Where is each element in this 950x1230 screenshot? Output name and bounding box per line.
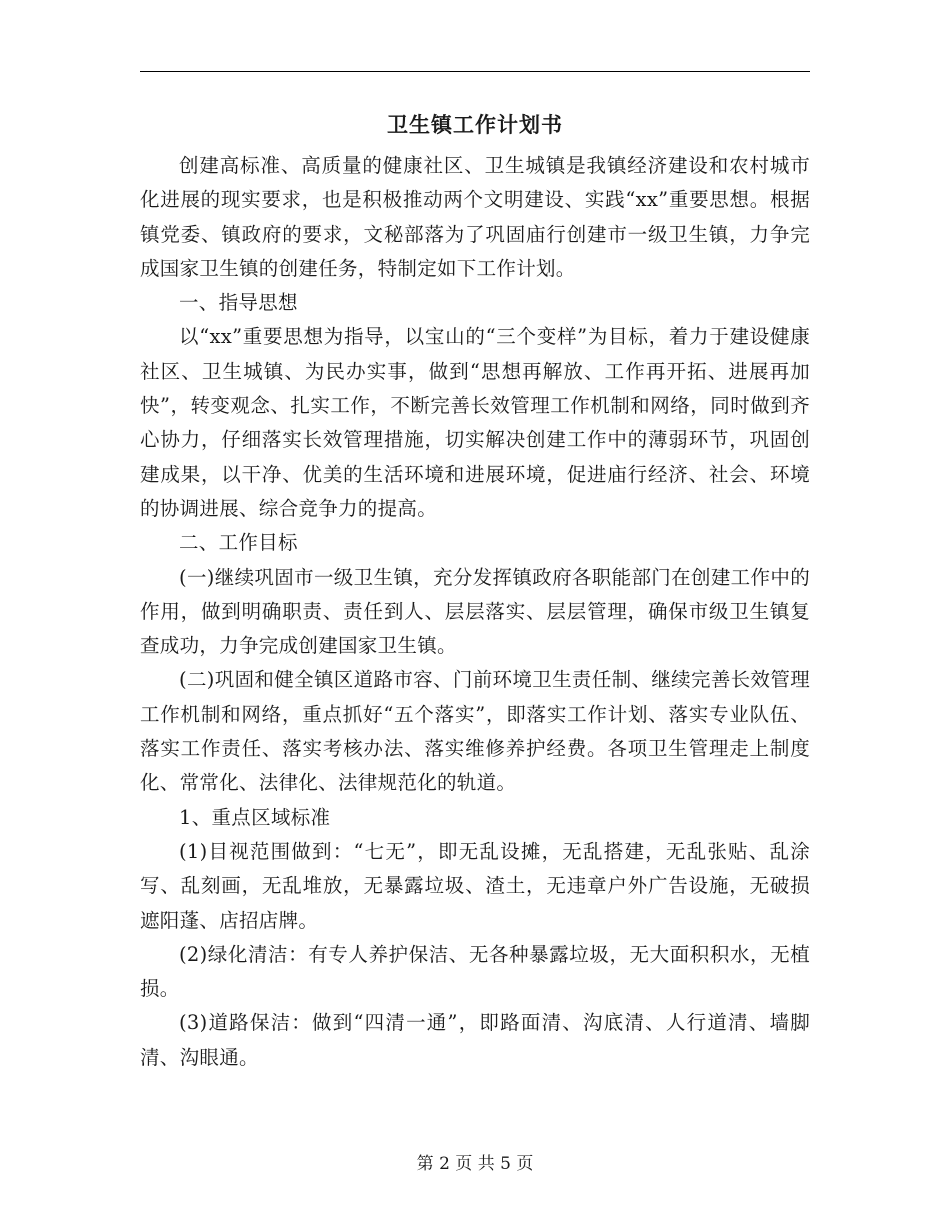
standard-item-1: (1)目视范围做到：“七无”，即无乱设摊，无乱搭建，无乱张贴、乱涂写、乱刻画，无乱堆放，无暴露垃圾、渣土，无违章户外广告设施，无破损遮阳蓬、店招店牌。	[140, 839, 810, 932]
guiding-thought-paragraph: 以“xx”重要思想为指导，以宝山的“三个变样”为目标，着力于建设健康社区、卫生城镇、为民办实事，做到“思想再解放、工作再开拓、进展再加快”，转变观念、扎实工作，不断完善长效管理工作机制和网络，同时做到齐心协力，仔细落实长效管理措施，切实解决创建工作中的薄弱环节，巩固创建成果，以干净、优美的生活环境和进展环境，促进庙行经济、社会、环境的协调进展、综合竞争力的提高。	[140, 325, 810, 520]
section-heading-work-goals: 二、工作目标	[179, 531, 298, 555]
intro-paragraph: 创建高标准、高质量的健康社区、卫生城镇是我镇经济建设和农村城市化进展的现实要求，也是积极推动两个文明建设、实践“xx”重要思想。根据镇党委、镇政府的要求，文秘部落为了巩固庙行创建市一级卫生镇，力争完成国家卫生镇的创建任务，特制定如下工作计划。	[140, 154, 810, 280]
standard-item-3: (3)道路保洁：做到“四清一通”，即路面清、沟底清、人行道清、墙脚清、沟眼通。	[140, 1011, 810, 1069]
section-heading-guiding-thought: 一、指导思想	[179, 291, 298, 315]
page-number-footer: 第 2 页 共 5 页	[416, 1154, 534, 1174]
subheading-key-area-standards: 1、重点区域标准	[179, 805, 331, 829]
document-body	[140, 149, 810, 1075]
header-rule	[140, 71, 810, 72]
goal-one-paragraph: (一)继续巩固市一级卫生镇，充分发挥镇政府各职能部门在创建工作中的作用，做到明确职责、责任到人、层层落实、层层管理，确保市级卫生镇复查成功，力争完成创建国家卫生镇。	[140, 565, 810, 658]
document-title: 卫生镇工作计划书	[387, 112, 563, 137]
standard-item-2: (2)绿化清洁：有专人养护保洁、无各种暴露垃圾，无大面积积水，无植损。	[140, 942, 810, 1001]
goal-two-paragraph: (二)巩固和健全镇区道路市容、门前环境卫生责任制、继续完善长效管理工作机制和网络，重点抓好“五个落实”，即落实工作计划、落实专业队伍、落实工作责任、落实考核办法、落实维修养护经费。各项卫生管理走上制度化、常常化、法律化、法律规范化的轨道。	[140, 668, 810, 795]
